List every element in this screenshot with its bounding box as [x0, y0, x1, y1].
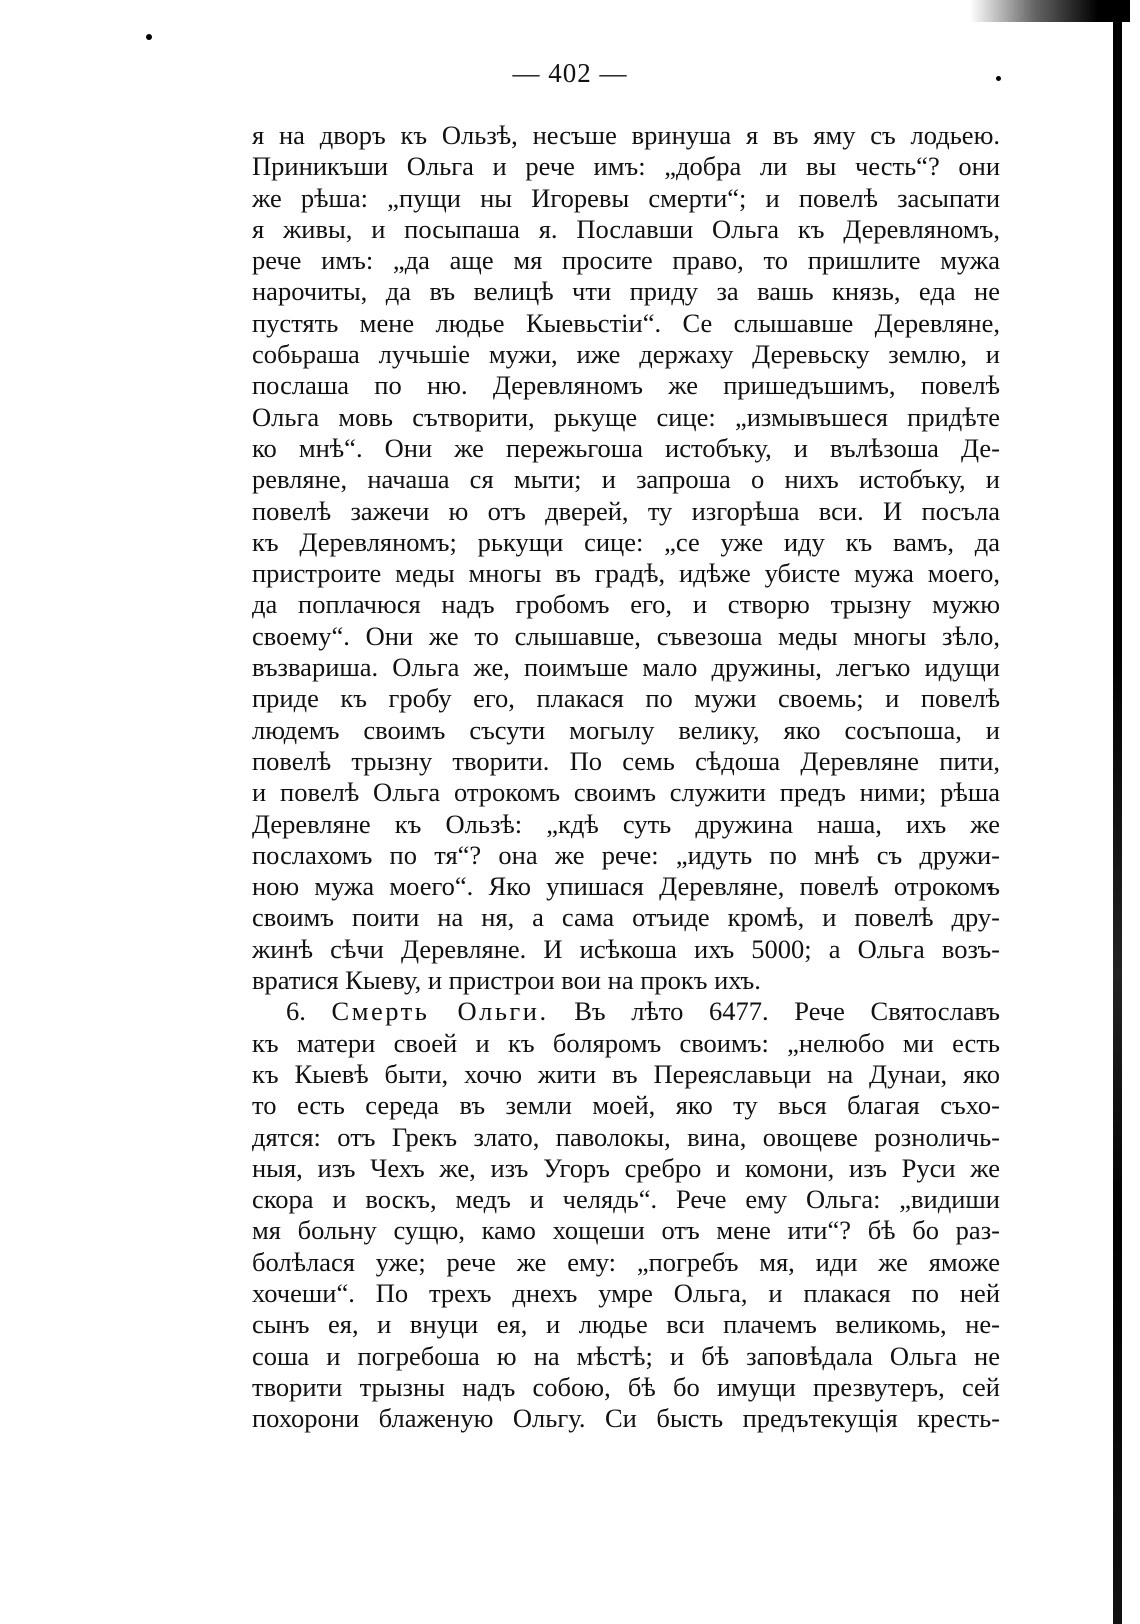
text-line: послахомъ по тя“? она же рече: „идуть по мнѣ съ дружи-: [252, 839, 1000, 870]
text-line: и повелѣ Ольга отрокомъ своимъ служити предъ ними; рѣша: [252, 777, 1000, 808]
text-line: я на дворъ къ Ользѣ, несъше вринуша я въ яму съ лодьею.: [252, 120, 1000, 150]
text-line: собьраша лучьшiе мужи, иже держаху Деревьску землю, и: [252, 339, 1000, 370]
text-line: ко мнѣ“. Они же пережьгоша истобъку, и вълѣзоша Де-: [252, 432, 1000, 463]
text-line: я живы, и посыпаша я. Пославши Ольга къ Деревляномъ,: [252, 213, 1000, 244]
text-line: повелѣ трызну творити. По семь сѣдоша Деревляне пити,: [252, 745, 1000, 776]
section-number: 6.: [286, 996, 306, 1027]
text-line: похорони блаженую Ольгу. Си бысть предътекущiя кресть-: [252, 1403, 1000, 1434]
section-first-line: Въ лѣто 6477. Рече Святославъ: [574, 996, 1000, 1027]
text-line: болѣлася уже; рече же ему: „погребъ мя, иди же яможе: [252, 1246, 1000, 1277]
text-line: къ матери своей и къ боляромъ своимъ: „нелюбо ми есть: [252, 1027, 1000, 1058]
scan-edge-blot: [970, 0, 1130, 22]
text-line: вратися Кыеву, и пристрои вои на прокъ ихъ.: [252, 965, 761, 996]
text-line: пустять мене людье Кыевьстiи“. Се слышавше Деревляне,: [252, 307, 1000, 338]
text-line: соша и погребоша ю на мѣстѣ; и бѣ заповѣдала Ольга не: [252, 1340, 1000, 1371]
text-line: сынъ ея, и внуци ея, и людье вси плачемъ великомь, не-: [252, 1309, 1000, 1340]
text-line: людемъ своимъ съсути могылу велику, яко сосъпоша, и: [252, 714, 1000, 745]
text-line: скора и воскъ, медъ и челядь“. Рече ему Ольга: „видиши: [252, 1184, 1000, 1215]
text-line: жинѣ сѣчи Деревляне. И исѣкоша ихъ 5000; а Ольга возъ-: [252, 933, 1000, 964]
text-line: своимъ поити на ня, а сама отъиде кромѣ, и повелѣ дру-: [252, 902, 1000, 933]
scan-edge-bar: [1113, 0, 1122, 1624]
text-line: да поплачюся надъ гробомъ его, и створю трызну мужю: [252, 589, 1000, 620]
scan-edge-shadow: [1108, 0, 1140, 1624]
section-heading-line: [252, 996, 1000, 1027]
text-line: Деревляне къ Ользѣ: „кдѣ суть дружина наша, ихъ же: [252, 808, 1000, 839]
page-number: — 402 —: [512, 58, 628, 88]
text-line: пристроите меды многы въ градѣ, идѣже убисте мужа моего,: [252, 558, 1000, 589]
text-line: творити трызны надъ собою, бѣ бо имущи презвутеръ, сей: [252, 1371, 1000, 1402]
text-line: Ольга мовь сътворити, рькуще сице: „измывъшеся придѣте: [252, 401, 1000, 432]
text-line: възвариша. Ольга же, поимъше мало дружины, легъко идущи: [252, 652, 1000, 683]
text-line: же рѣша: „пущи ны Игоревы смерти“; и повелѣ засыпати: [252, 182, 1000, 213]
text-line: ревляне, начаша ся мыти; и запроша о нихъ истобъку, и: [252, 464, 1000, 495]
section-title: Смерть Ольги.: [331, 996, 549, 1027]
text-line: къ Деревляномъ; рькущи сице: „се уже иду къ вамъ, да: [252, 526, 1000, 557]
text-line: хочеши“. По трехъ днехъ умре Ольга, и плакася по ней: [252, 1277, 1000, 1308]
text-line: ныя, изъ Чехъ же, изъ Угоръ сребро и комони, изъ Руси же: [252, 1152, 1000, 1183]
text-body: [252, 120, 1000, 1434]
text-line: рече имъ: „да аще мя просите право, то пришлите мужа: [252, 245, 1000, 276]
text-line: приде къ гробу его, плакася по мужи своемь; и повелѣ: [252, 683, 1000, 714]
scan-speck: [146, 34, 152, 40]
text-line: своему“. Они же то слышавше, съвезоша меды многы зѣло,: [252, 620, 1000, 651]
text-line: нарочиты, да въ велицѣ чти приду за вашь князь, еда не: [252, 276, 1000, 307]
text-line: Приникъши Ольга и рече имъ: „добра ли вы честь“? они: [252, 151, 1000, 182]
text-line: ною мужа моего“. Яко упишася Деревляне, повелѣ отрокомъ: [252, 871, 1000, 902]
text-line: мя больну сущю, камо хощеши отъ мене ити“? бѣ бо раз-: [252, 1215, 1000, 1246]
text-line: повелѣ зажечи ю отъ дверей, ту изгорѣша вси. И посъла: [252, 495, 1000, 526]
text-line: къ Кыевѣ быти, хочю жити въ Переяславьци на Дунаи, яко: [252, 1058, 1000, 1089]
text-line: дятся: отъ Грекъ злато, паволокы, вина, овощеве розноличь-: [252, 1121, 1000, 1152]
text-line: то есть середа въ земли моей, яко ту вься благая съхо-: [252, 1090, 1000, 1121]
text-line: послаша по ню. Деревляномъ же пришедъшимъ, повелѣ: [252, 370, 1000, 401]
